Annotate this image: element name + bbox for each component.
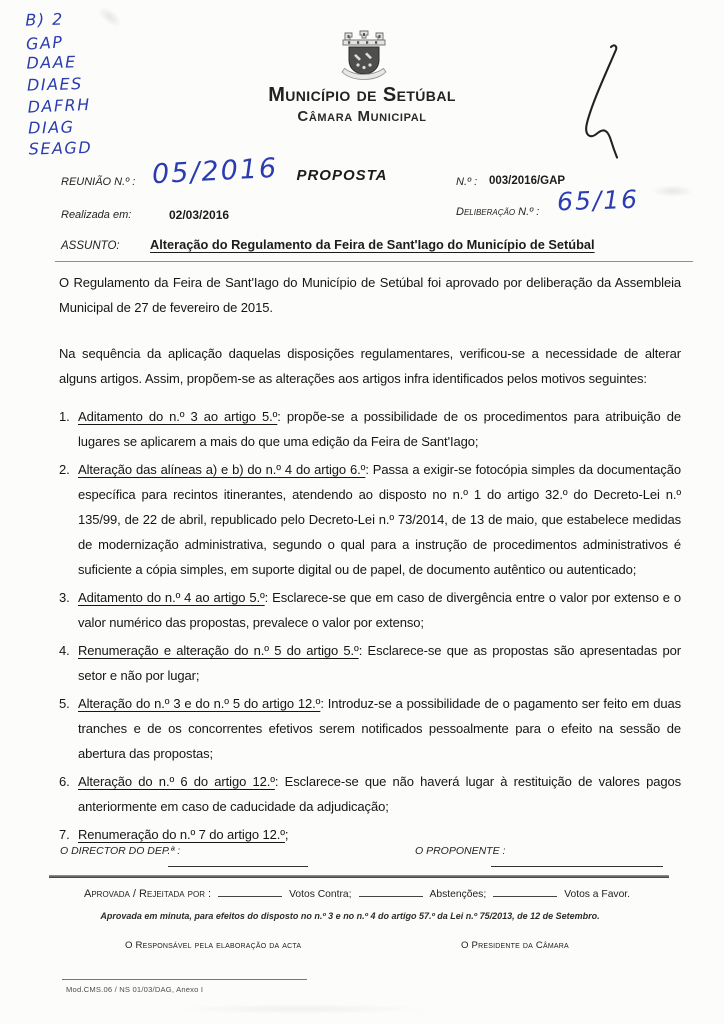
list-item-lead: Renumeração do n.º 7 do artigo 12.º: [78, 827, 285, 842]
approval-votes-row: [84, 886, 680, 900]
list-item-lead: Alteração das alíneas a) e b) do n.º 4 do artigo 6.º: [78, 462, 366, 477]
list-item-text: : Esclarece-se que em caso de divergência entre o valor por extenso e o valor numérico das propostas, prevalece o valor por extenso;: [78, 590, 682, 630]
municipality-title: Município de Setúbal: [268, 84, 456, 106]
held-on-date: 02/03/2016: [169, 208, 230, 222]
list-item-number: 2.: [59, 462, 70, 477]
list-item-lead: Aditamento do n.º 4 ao artigo 5.º: [78, 590, 265, 605]
footer-divider: [49, 875, 669, 878]
deliberation-number-label: Deliberação N.º :: [456, 206, 540, 218]
votes-against-label: Votos Contra;: [289, 889, 352, 900]
minutes-responsible-label: O Responsável pela elaboração da acta: [125, 940, 302, 951]
list-item-number: 4.: [59, 643, 70, 658]
abstentions-label: Abstenções;: [429, 889, 487, 900]
proposal-number-label: N.º :: [456, 176, 478, 188]
annotation-line: DAAE: [26, 52, 78, 73]
meeting-number-handwritten-value: 05/2016: [151, 152, 279, 191]
list-item-number: 5.: [59, 696, 70, 711]
list-item-lead: Alteração do n.º 3 e do n.º 5 do artigo 12.º: [78, 696, 321, 711]
annotation-line: DIAG: [27, 116, 75, 138]
list-item-number: 1.: [59, 409, 70, 424]
list-item: [59, 457, 681, 582]
mayor-label: O Presidente da Câmara: [461, 940, 569, 951]
list-item: [59, 769, 681, 819]
list-item-text: : Esclarece-se que as propostas são apresentadas por setor e não por lugar;: [78, 643, 681, 683]
amendments-list: [59, 404, 681, 847]
list-item-number: 3.: [59, 590, 70, 605]
list-item-text: : Passa a exigir-se fotocópia simples da documentação específica para recintos itinerantes, atendendo ao disposto no n.º 1 do artigo 32.º do Decreto-Lei n.º 135/99, de 22 de abril, republicado pelo Decreto-Lei n.º 73/2014, de 13 de maio, que estabelece medidas de modernização administrativa, segundo o qual para a instrução de procedimentos administrativos é suficiente a cópia simples, em suporte digital ou de papel, de documento autêntico ou autenticado;: [78, 462, 681, 577]
votes-for-blank: [493, 886, 557, 897]
list-item-lead: Aditamento do n.º 3 ao artigo 5.º: [78, 409, 278, 424]
list-item: [59, 638, 681, 688]
list-item: [59, 404, 681, 454]
annotation-line: DIAES: [26, 73, 83, 95]
list-item: [59, 822, 681, 847]
annotation-line: B) 2: [25, 9, 65, 30]
list-item-text: ;: [284, 827, 289, 842]
list-item-lead: Renumeração e alteração do n.º 5 do artigo 5.º: [78, 643, 359, 658]
scan-smudge: [170, 1004, 430, 1014]
council-subtitle: Câmara Municipal: [297, 108, 427, 125]
list-item-lead: Alteração do n.º 6 do artigo 12.º: [78, 774, 275, 789]
proponent-signature-line: [491, 852, 663, 867]
director-signature-label: O DIRECTOR DO DEP.ª :: [60, 845, 181, 857]
handwritten-check-mark: [566, 42, 636, 169]
subject-label: ASSUNTO:: [61, 240, 120, 252]
list-item: [59, 691, 681, 766]
annotation-line: SEAGD: [28, 137, 93, 159]
proposal-title: PROPOSTA: [296, 167, 388, 184]
list-item-number: 7.: [59, 827, 70, 842]
list-item-number: 6.: [59, 774, 70, 789]
body-paragraph: O Regulamento da Feira de Sant'Iago do Município de Setúbal foi aprovado por deliberação da Assembleia Municipal de 27 de fevereiro de 2015.: [59, 275, 681, 315]
abstentions-blank: [359, 886, 423, 897]
scan-smudge: [652, 185, 694, 197]
approval-prefix-label: Aprovada / Rejeitada por :: [84, 888, 212, 900]
document-body: [59, 270, 681, 850]
list-item-text: : Esclarece-se que não haverá lugar à restituição de valores pagos anteriormente em caso de caducidade da adjudicação;: [78, 774, 681, 814]
subject-value: Alteração do Regulamento da Feira de Sant'Iago do Município de Setúbal: [150, 237, 595, 252]
annotation-line: DAFRH: [27, 94, 92, 117]
list-item-text: : propõe-se a possibilidade de os procedimentos para atribuição de lugares se aplicarem a mais do que uma edição da Feira de Sant'Iago;: [78, 409, 682, 449]
proposal-number-value: 003/2016/GAP: [489, 175, 566, 187]
votes-for-label: Votos a Favor.: [564, 889, 631, 900]
director-signature-line: [168, 852, 308, 867]
list-item-text: : Introduz-se a possibilidade de o pagamento ser feito em duas tranches e de os concorrentes efetivos serem notificados pessoalmente para o efeito na sessão de abertura das propostas;: [78, 696, 681, 761]
header-divider: [55, 261, 693, 262]
annotation-line: GAP: [25, 31, 64, 54]
proponent-signature-label: O PROPONENTE :: [415, 845, 506, 857]
held-on-label: Realizada em:: [61, 209, 132, 221]
minute-approval-note: Aprovada em minuta, para efeitos do disposto no n.º 3 e no n.º 4 do artigo 57.º da Lei n.º 75/2013, de 12 de Setembro.: [100, 911, 600, 921]
form-reference: Mod.CMS.06 / NS 01/03/DAG, Anexo I: [66, 985, 204, 994]
form-reference-divider: [62, 979, 307, 980]
meeting-number-label: REUNIÃO N.º :: [61, 176, 136, 188]
deliberation-number-handwritten-value: 65/16: [556, 184, 640, 217]
setubal-coat-of-arms-icon: [336, 30, 392, 87]
votes-against-blank: [218, 886, 282, 897]
body-paragraph: Na sequência da aplicação daquelas disposições regulamentares, verificou-se a necessidade de alterar alguns artigos. Assim, propõem-se as alterações aos artigos infra identificados pelos motivos seguintes:: [59, 346, 681, 386]
list-item: [59, 585, 681, 635]
